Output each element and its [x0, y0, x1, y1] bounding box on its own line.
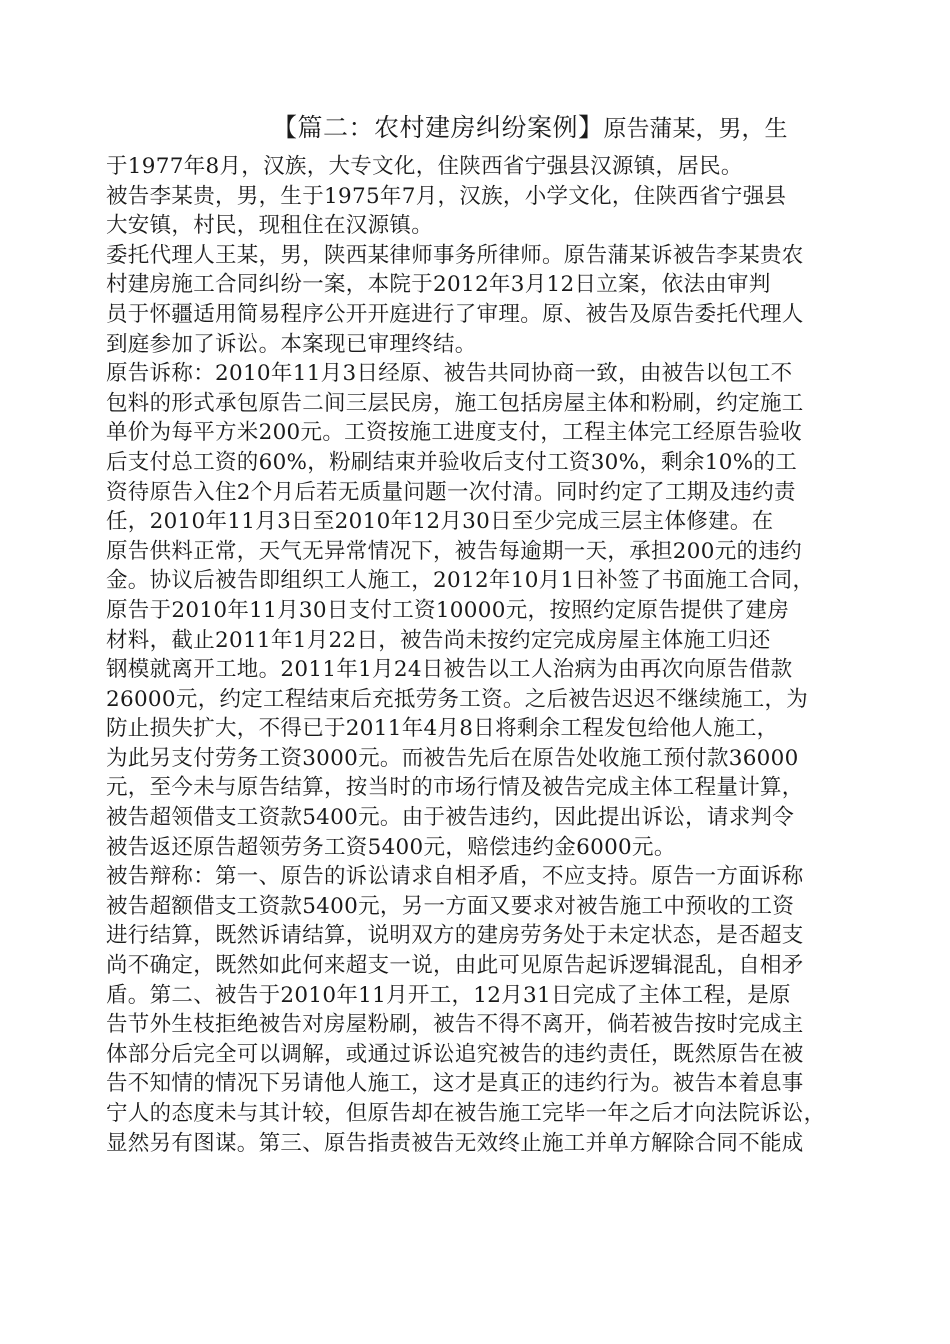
- text-line: 大安镇，村民，现租住在汉源镇。: [106, 213, 434, 239]
- text-line: 元，至今未与原告结算，按当时的市场行情及被告完成主体工程量计算，: [106, 775, 804, 801]
- text-line: 金。协议后被告即组织工人施工，2012年10月1日补签了书面施工合同，: [106, 568, 815, 594]
- text-line: 包料的形式承包原告二间三层民房，施工包括房屋主体和粉刷，约定施工: [106, 390, 804, 416]
- text-line: 原告诉称：2010年11月3日经原、被告共同协商一致，由被告以包工不: [106, 361, 793, 387]
- text-line: 为此另支付劳务工资3000元。而被告先后在原告处收施工预付款36000: [106, 745, 799, 771]
- text-line: 告节外生枝拒绝被告对房屋粉刷，被告不得不离开，倘若被告按时完成主: [106, 1012, 804, 1038]
- text-line: 宁人的态度未与其计较，但原告却在被告施工完毕一年之后才向法院诉讼，: [106, 1101, 826, 1126]
- text-line: 委托代理人王某，男，陕西某律师事务所律师。原告蒲某诉被告李某贵农: [106, 242, 804, 268]
- text-line: 于1977年8月，汉族，大专文化，住陕西省宁强县汉源镇，居民。: [106, 154, 743, 179]
- text-line: 任，2010年11月3日至2010年12月30日至少完成三层主体修建。在: [106, 509, 774, 535]
- title-continuation: 原告蒲某，男，生: [603, 116, 788, 142]
- text-line: 26000元，约定工程结束后充抵劳务工资。之后被告迟迟不继续施工，为: [106, 686, 809, 712]
- text-line: 到庭参加了诉讼。本案现已审理终结。: [106, 331, 477, 357]
- text-line: 被告超额借支工资款5400元，另一方面又要求对被告施工中预收的工资: [106, 893, 795, 919]
- text-line: 原告于2010年11月30日支付工资10000元，按照约定原告提供了建房: [106, 597, 790, 623]
- text-line: 材料，截止2011年1月22日，被告尚未按约定完成房屋主体施工归还: [106, 627, 771, 653]
- document-title: 【篇二：农村建房纠纷案例】: [272, 113, 604, 142]
- text-line: 体部分后完全可以调解，或通过诉讼追究被告的违约责任，既然原告在被: [106, 1041, 804, 1067]
- text-line: 防止损失扩大，不得已于2011年4月8日将剩余工程发包给他人施工，: [106, 716, 779, 742]
- text-line: 被告辩称：第一、原告的诉讼请求自相矛盾，不应支持。原告一方面诉称: [106, 864, 804, 890]
- text-line: 告不知情的情况下另请他人施工，这才是真正的违约行为。被告本着息事: [106, 1071, 804, 1097]
- text-line: 被告返还原告超领劳务工资5400元，赔偿违约金6000元。: [106, 834, 676, 860]
- text-line: 单价为每平方米200元。工资按施工进度支付，工程主体完工经原告验收: [106, 420, 802, 446]
- text-line: 村建房施工合同纠纷一案，本院于2012年3月12日立案，依法由审判: [106, 272, 771, 298]
- body-text: [106, 152, 866, 1158]
- text-line: 后支付总工资的60%，粉刷结束并验收后支付工资30%，剩余10%的工: [106, 449, 798, 475]
- text-line: 显然另有图谋。第三、原告指责被告无效终止施工并单方解除合同不能成: [106, 1130, 804, 1156]
- text-line: 尚不确定，既然如此何来超支一说，由此可见原告起诉逻辑混乱，自相矛: [106, 953, 804, 979]
- text-line: 进行结算，既然诉请结算，说明双方的建房劳务处于未定状态，是否超支: [106, 923, 804, 949]
- title-line: [272, 110, 788, 149]
- text-line: 资待原告入住2个月后若无质量问题一次付清。同时约定了工期及违约责: [106, 479, 796, 505]
- text-line: 原告供料正常，天气无异常情况下，被告每逾期一天，承担200元的违约: [106, 538, 802, 564]
- text-line: 钢模就离开工地。2011年1月24日被告以工人治病为由再次向原告借款: [106, 657, 793, 683]
- text-line: 员于怀疆适用简易程序公开开庭进行了审理。原、被告及原告委托代理人: [106, 301, 804, 327]
- text-line: 被告超领借支工资款5400元。由于被告违约，因此提出诉讼，请求判令: [106, 805, 795, 831]
- text-line: 被告李某贵，男，生于1975年7月，汉族，小学文化，住陕西省宁强县: [106, 183, 787, 209]
- text-line: 盾。第二、被告于2010年11月开工，12月31日完成了主体工程，是原: [106, 982, 791, 1008]
